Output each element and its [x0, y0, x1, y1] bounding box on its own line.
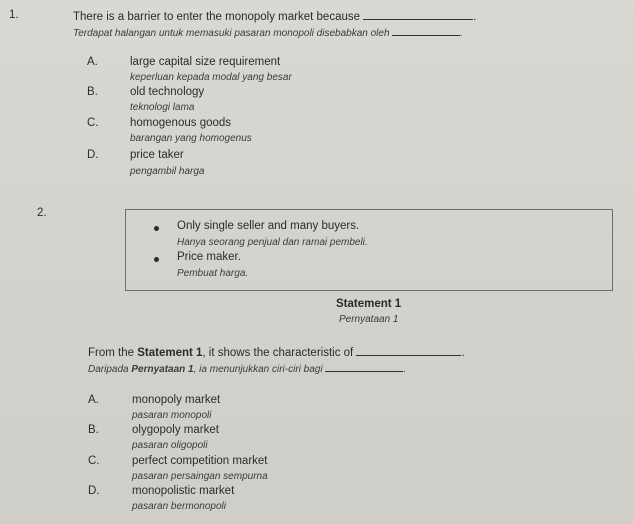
- q2-option-c-letter: C.: [88, 455, 100, 467]
- q1-option-c-letter: C.: [87, 117, 99, 129]
- answer-blank: [363, 9, 473, 20]
- question-1-end-my: .: [460, 28, 464, 39]
- question-2-suffix-my: , ia menunjukkan ciri-ciri bagi: [193, 364, 323, 375]
- statement-ref-my: Pernyataan 1: [131, 364, 194, 375]
- statement-bullet-2-my: Pembuat harga.: [177, 268, 249, 279]
- q2-option-b-en: olygopoly market: [132, 424, 219, 436]
- q2-option-c-en: perfect competition market: [132, 455, 268, 467]
- q2-option-d-letter: D.: [88, 485, 100, 497]
- q2-option-a-my: pasaran monopoli: [132, 410, 212, 421]
- statement-caption-my: Pernyataan 1: [339, 314, 399, 325]
- q2-option-a-letter: A.: [88, 394, 99, 406]
- question-1-text-my: [73, 25, 463, 39]
- question-2-end-en: .: [461, 347, 465, 359]
- q1-option-d-my: pengambil harga: [130, 166, 205, 177]
- statement-bullet-1-my: Hanya seorang penjual dan ramai pembeli.: [177, 237, 368, 248]
- q1-option-b-my: teknologi lama: [130, 102, 195, 113]
- bullet-icon: [154, 257, 159, 262]
- q1-option-a-en: large capital size requirement: [130, 56, 281, 68]
- q1-option-b-en: old technology: [130, 86, 205, 98]
- q2-option-c-my: pasaran persaingan sempurna: [132, 471, 268, 482]
- question-1-stem-my: Terdapat halangan untuk memasuki pasaran monopoli disebabkan oleh: [73, 28, 390, 39]
- q1-option-a-my: keperluan kepada modal yang besar: [130, 72, 292, 83]
- q2-option-b-my: pasaran oligopoli: [132, 440, 208, 451]
- question-2-text-en: [88, 345, 465, 359]
- q1-option-b-letter: B.: [87, 86, 98, 98]
- q1-option-d-letter: D.: [87, 149, 99, 161]
- answer-blank: [325, 361, 403, 372]
- question-2-suffix-en: , it shows the characteristic of: [202, 347, 354, 359]
- q2-option-b-letter: B.: [88, 424, 99, 436]
- q2-option-d-en: monopolistic market: [132, 485, 235, 497]
- question-2-end-my: .: [403, 364, 407, 375]
- q1-option-c-en: homogenous goods: [130, 117, 232, 129]
- statement-bullet-1-en: Only single seller and many buyers.: [177, 220, 360, 232]
- statement-ref-en: Statement 1: [137, 347, 203, 359]
- q2-option-d-my: pasaran bermonopoli: [132, 501, 226, 512]
- question-1-text-en: [73, 9, 476, 23]
- statement-box: [125, 209, 613, 291]
- question-1-end-en: .: [473, 11, 477, 23]
- q1-option-d-en: price taker: [130, 149, 184, 161]
- bullet-icon: [154, 226, 159, 231]
- question-2-text-my: [88, 361, 406, 375]
- q1-option-c-my: barangan yang homogenus: [130, 133, 252, 144]
- answer-blank: [392, 25, 460, 36]
- statement-bullet-2-en: Price maker.: [177, 251, 241, 263]
- question-2-prefix-my: Daripada: [88, 364, 132, 375]
- question-2-number: 2.: [37, 207, 47, 219]
- question-1-stem-en: There is a barrier to enter the monopoly market because: [73, 11, 361, 23]
- q2-option-a-en: monopoly market: [132, 394, 221, 406]
- question-1-number: 1.: [9, 9, 19, 21]
- answer-blank: [356, 345, 461, 356]
- q1-option-a-letter: A.: [87, 56, 98, 68]
- question-2-prefix-en: From the: [88, 347, 138, 359]
- statement-caption-en: Statement 1: [336, 298, 402, 310]
